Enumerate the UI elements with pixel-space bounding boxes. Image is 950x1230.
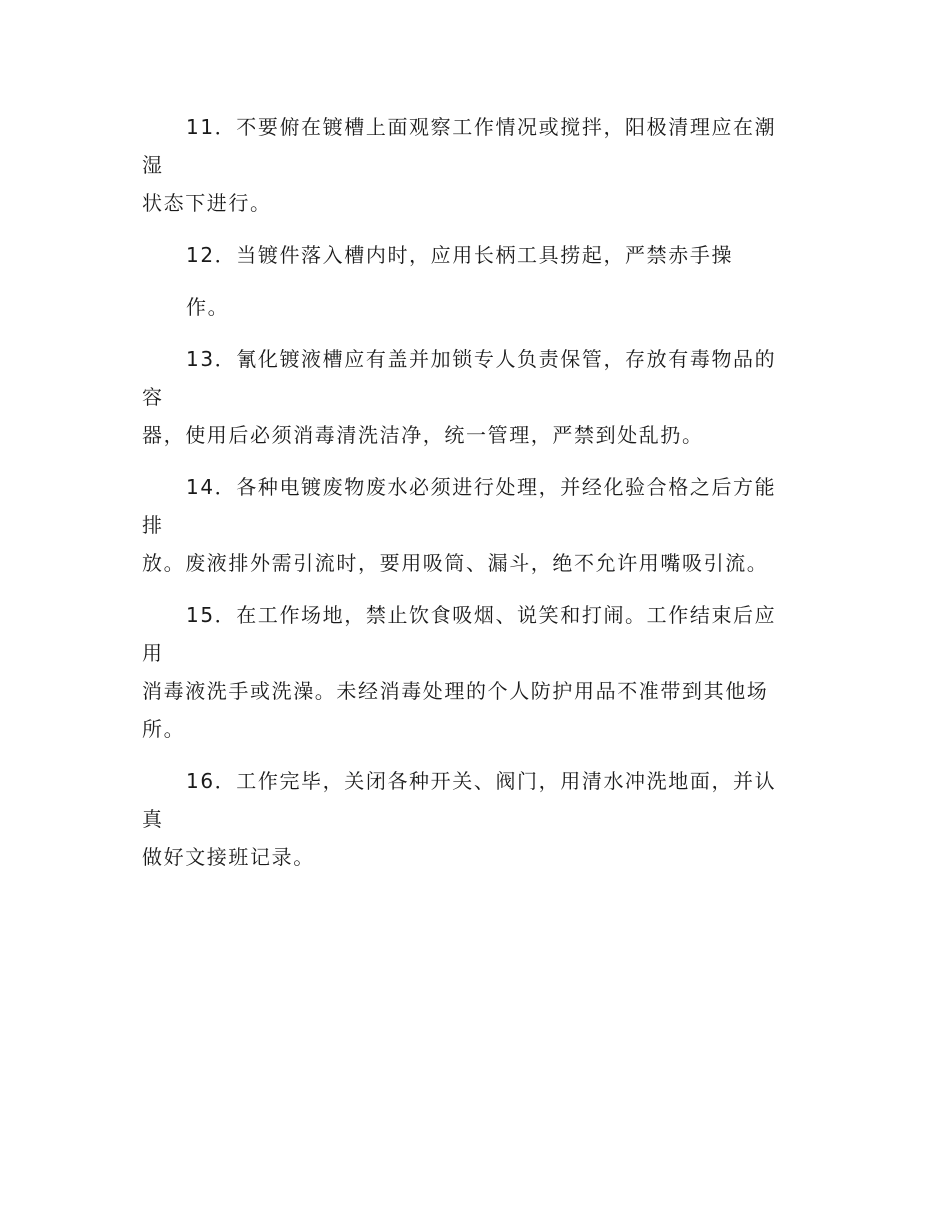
paragraph-line: 16．工作完毕，关闭各种开关、阀门，用清水冲洗地面，并认真 <box>142 769 777 831</box>
paragraph-line: 消毒液洗手或洗澡。未经消毒处理的个人防护用品不准带到其他场 <box>142 679 769 703</box>
paragraph-item-15 <box>142 596 797 748</box>
paragraph-item-11 <box>142 108 797 222</box>
paragraph-line: 放。废液排外需引流时，要用吸筒、漏斗，绝不允许用嘴吸引流。 <box>142 551 769 575</box>
paragraph-line: 作。 <box>186 295 230 319</box>
paragraph-line: 状态下进行。 <box>142 191 272 215</box>
paragraph-item-14 <box>142 468 797 582</box>
paragraph-line: 15．在工作场地，禁止饮食吸烟、说笑和打闹。工作结束后应用 <box>142 603 777 665</box>
paragraph-item-13 <box>142 340 797 454</box>
paragraph-line: 11．不要俯在镀槽上面观察工作情况或搅拌，阳极清理应在潮湿 <box>142 115 777 177</box>
paragraph-line: 13．氰化镀液槽应有盖并加锁专人负责保管，存放有毒物品的容 <box>142 347 777 409</box>
paragraph-line: 14．各种电镀废物废水必须进行处理，并经化验合格之后方能排 <box>142 475 777 537</box>
paragraph-item-12 <box>142 236 797 274</box>
paragraph-line: 所。 <box>142 717 186 741</box>
paragraph-item-12-continuation <box>142 288 797 326</box>
document-body <box>142 108 797 890</box>
paragraph-line: 做好文接班记录。 <box>142 845 315 869</box>
paragraph-item-16 <box>142 762 797 876</box>
paragraph-line: 器，使用后必须消毒清洗洁净，统一管理，严禁到处乱扔。 <box>142 423 704 447</box>
paragraph-line: 12．当镀件落入槽内时，应用长柄工具捞起，严禁赤手操 <box>186 243 734 267</box>
